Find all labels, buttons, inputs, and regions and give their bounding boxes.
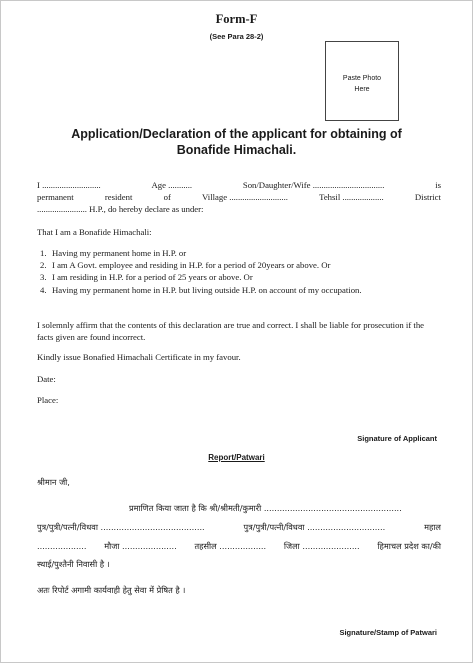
place-label: Place:	[37, 395, 59, 405]
condition-text: Having my permanent home in H.P. or	[52, 248, 187, 258]
applicant-signature-label: Signature of Applicant	[357, 434, 437, 443]
declaration-word: permanent	[37, 192, 74, 203]
condition-number: 1.	[40, 248, 47, 258]
condition-text: I am residing in H.P. for a period of 25 years or above. Or	[52, 272, 253, 283]
name-field: I ...........................	[37, 180, 101, 190]
report-line-3-part-c: तहसील ..................	[194, 541, 267, 551]
age-field: Age ...........	[151, 180, 193, 190]
report-line-5: अतः रिपोर्ट अगामी कार्यवाही हेतु सेवा में प्रेषित है ।	[37, 585, 186, 595]
heading-line1: Application/Declaration of the applicant for obtaining of	[71, 127, 402, 141]
form-title: Form-F	[215, 12, 258, 26]
declaration-row-2	[37, 191, 441, 203]
declaration-word: District	[414, 192, 441, 203]
condition-text: Having my permanent home in H.P. but living outside H.P. on account of my occupation.	[52, 284, 362, 295]
form-para-reference: (See Para 28-2)	[209, 32, 264, 41]
tehsil-field: Tehsil ...................	[319, 192, 384, 203]
report-patwari-title: Report/Patwari	[208, 453, 265, 462]
photo-box-label-line2: Here	[354, 86, 370, 93]
condition-number: 4.	[40, 284, 47, 295]
report-line-2-part-a: पुत्र/पुत्री/पत्नी/विधवा ........................................	[37, 522, 205, 532]
conditions-list	[37, 247, 441, 296]
report-line-3-part-d: जिला ......................	[283, 541, 360, 551]
declaration-row-1	[37, 179, 441, 191]
application-heading	[1, 126, 472, 158]
condition-number: 2.	[40, 260, 47, 271]
declaration-row-3: ....................... H.P., do hereby declare as under:	[37, 204, 204, 215]
report-line-2	[37, 521, 441, 533]
report-line-2-part-c: महाल	[424, 522, 441, 532]
declaration-word: of	[163, 192, 171, 203]
condition-text: I am A Govt. employee and residing in H.P. for a period of 20years or above. Or	[52, 260, 331, 271]
report-line-4: स्थाई/पुश्तैनी निवासी है ।	[37, 559, 110, 569]
condition-item	[37, 259, 441, 271]
affirmation-text: I solemnly affirm that the contents of this declaration are true and correct. I shall be liable for prosecution if the facts given are found incorrect.	[37, 320, 425, 343]
report-line-3-part-b: मौजा .....................	[104, 541, 177, 551]
report-line-3-part-e: हिमाचल प्रदेश का/की	[377, 541, 441, 551]
declaration-word: is	[435, 180, 441, 190]
report-salutation: श्रीमान जी,	[37, 477, 70, 487]
report-line-3	[37, 540, 441, 552]
patwari-signature-label: Signature/Stamp of Patwari	[339, 628, 437, 637]
condition-item	[37, 247, 441, 259]
declare-intro: That I am a Bonafide Himachali:	[37, 227, 152, 237]
condition-item	[37, 284, 441, 296]
request-text: Kindly issue Bonafied Himachali Certificate in my favour.	[37, 352, 241, 362]
declaration-word: resident	[104, 192, 133, 203]
condition-number: 3.	[40, 272, 47, 283]
report-line-3-part-a: ...................	[37, 541, 87, 551]
declaration-paragraph	[37, 179, 441, 216]
heading-line2: Bonafide Himachali.	[176, 143, 297, 157]
village-field: Village ...........................	[202, 192, 288, 203]
photo-box	[325, 41, 399, 121]
relation-field: Son/Daughter/Wife .................................	[242, 180, 385, 190]
report-line-2-part-b: पुत्र/पुत्री/पत्नी/विधवा ..............................	[243, 522, 386, 532]
date-label: Date:	[37, 374, 56, 384]
photo-box-label-line1: Paste Photo	[342, 75, 382, 82]
condition-item	[37, 271, 441, 283]
report-line-1: प्रमाणित किया जाता है कि श्री/श्रीमती/कुमारी .....................................................	[129, 503, 402, 513]
